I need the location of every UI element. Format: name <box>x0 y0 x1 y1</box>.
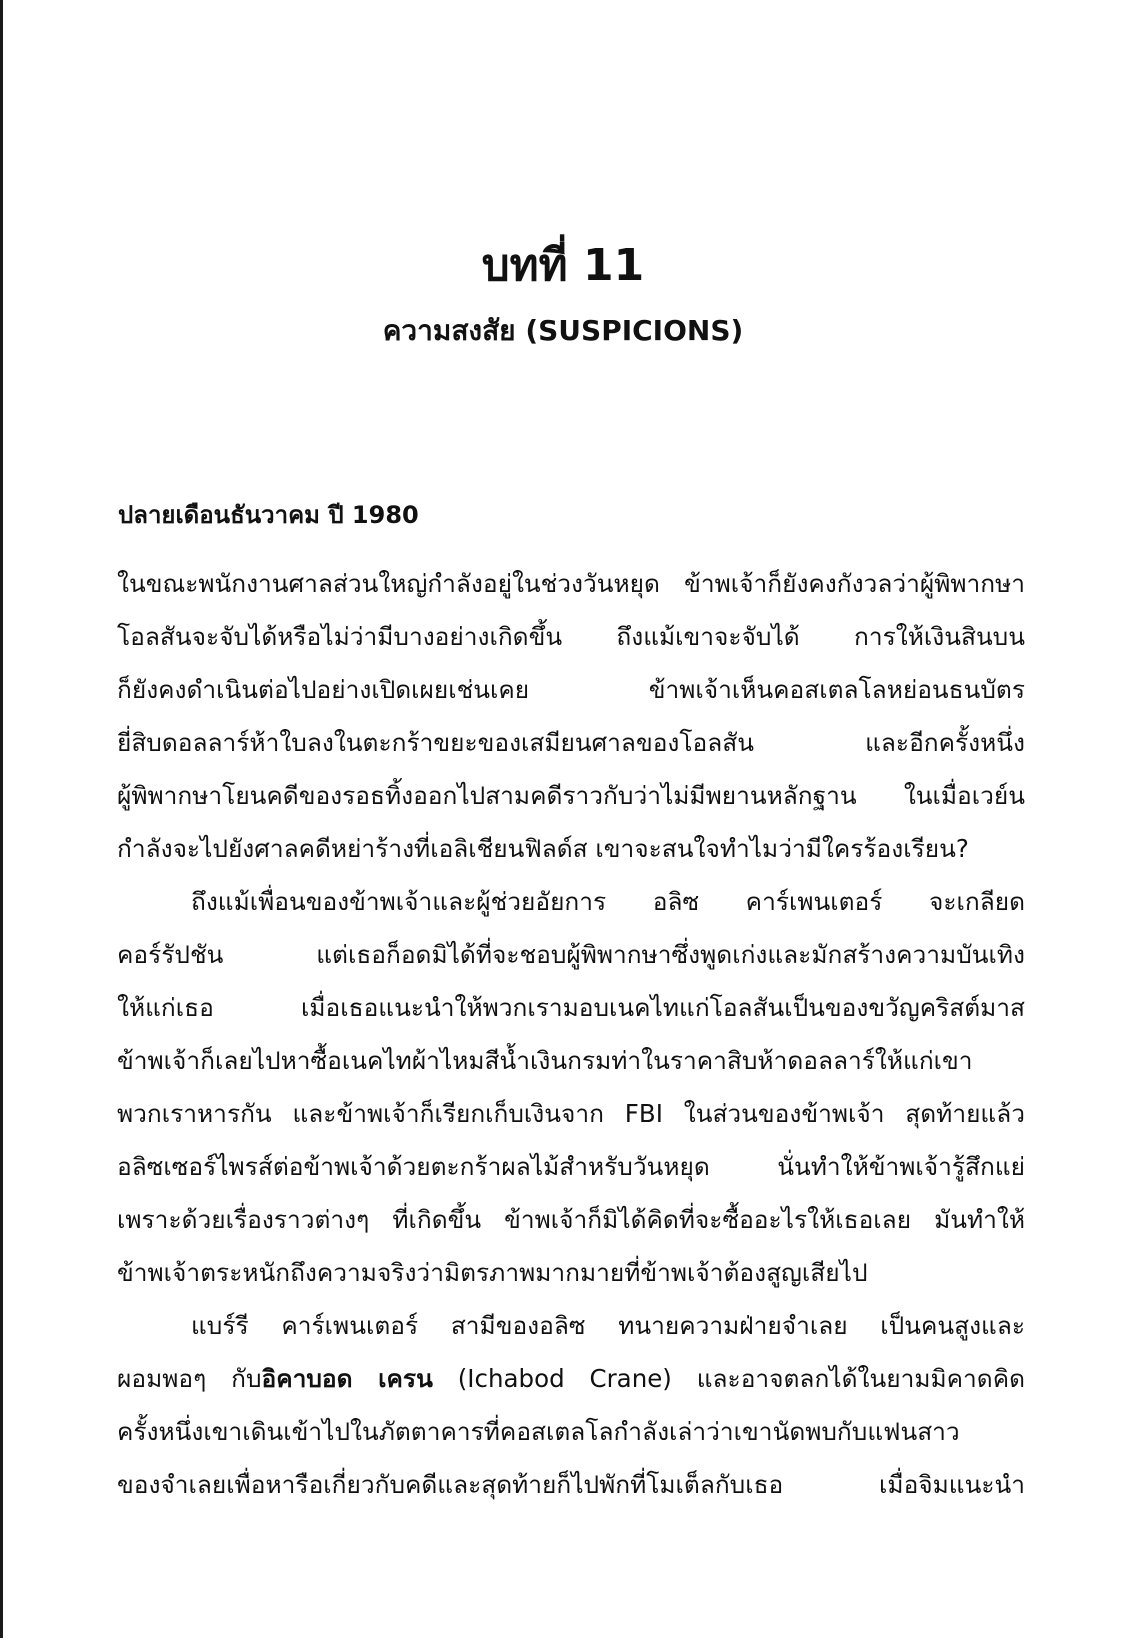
paragraph-1 <box>117 557 1025 875</box>
body-text <box>117 557 1025 1511</box>
section-heading: ปลายเดือนธันวาคม ปี 1980 <box>118 501 419 529</box>
text-line: แบร์รี คาร์เพนเตอร์ สามีของอลิซ ทนายความฝ่ายจำเลย เป็นคนสูงและ <box>191 1311 1025 1340</box>
text-run: ผอมพอๆ กับ <box>117 1364 262 1393</box>
text-line: พวกเราหารกัน และข้าพเจ้าก็เรียกเก็บเงินจาก FBI ในส่วนของข้าพเจ้า สุดท้ายแล้ว <box>117 1099 1025 1128</box>
bold-name: อิคาบอด เครน <box>261 1364 433 1393</box>
text-line: ครั้งหนึ่งเขาเดินเข้าไปในภัตตาคารที่คอสเตลโลกำลังเล่าว่าเขานัดพบกับแฟนสาว <box>117 1417 960 1446</box>
text-line: ข้าพเจ้าก็เลยไปหาซื้อเนคไทผ้าไหมสีน้ำเงินกรมท่าในราคาสิบห้าดอลลาร์ให้แก่เขา <box>117 1046 973 1075</box>
text-line: ในขณะพนักงานศาลส่วนใหญ่กำลังอยู่ในช่วงวันหยุด ข้าพเจ้าก็ยังคงกังวลว่าผู้พิพากษา <box>117 569 1025 598</box>
text-line: ของจำเลยเพื่อหารือเกี่ยวกับคดีและสุดท้ายก็ไปพักที่โมเต็ลกับเธอ เมื่อจิมแนะนำ <box>117 1470 1025 1499</box>
text-line: ยี่สิบดอลลาร์ห้าใบลงในตะกร้าขยะของเสมียนศาลของโอลสัน และอีกครั้งหนึ่ง <box>117 728 1025 757</box>
chapter-number: บทที่ 11 <box>481 240 645 291</box>
text-line: เพราะด้วยเรื่องราวต่างๆ ที่เกิดขึ้น ข้าพเจ้าก็มิได้คิดที่จะซื้ออะไรให้เธอเลย มันทำให้ <box>117 1205 1025 1234</box>
text-line: กำลังจะไปยังศาลคดีหย่าร้างที่เอลิเชียนฟิลด์ส เขาจะสนใจทำไมว่ามีใครร้องเรียน? <box>117 834 969 863</box>
text-line: คอร์รัปชัน แต่เธอก็อดมิได้ที่จะชอบผู้พิพากษาซึ่งพูดเก่งและมักสร้างความบันเทิง <box>117 940 1025 969</box>
text-line: ข้าพเจ้าตระหนักถึงความจริงว่ามิตรภาพมากมายที่ข้าพเจ้าต้องสูญเสียไป <box>117 1258 868 1287</box>
chapter-title: ความสงสัย (SUSPICIONS) <box>382 314 744 347</box>
text-line: ถึงแม้เพื่อนของข้าพเจ้าและผู้ช่วยอัยการ อลิซ คาร์เพนเตอร์ จะเกลียด <box>191 887 1025 916</box>
text-line: อลิซเซอร์ไพรส์ต่อข้าพเจ้าด้วยตะกร้าผลไม้สำหรับวันหยุด นั่นทำให้ข้าพเจ้ารู้สึกแย่ <box>117 1152 1025 1181</box>
text-run: (Ichabod Crane) และอาจตลกได้ในยามมิคาดคิด <box>432 1364 1025 1393</box>
text-line <box>117 1352 1025 1405</box>
text-line: โอลสันจะจับได้หรือไม่ว่ามีบางอย่างเกิดขึ้น ถึงแม้เขาจะจับได้ การให้เงินสินบน <box>117 622 1025 651</box>
text-line: ก็ยังคงดำเนินต่อไปอย่างเปิดเผยเช่นเคย ข้าพเจ้าเห็นคอสเตลโลหย่อนธนบัตร <box>117 675 1025 704</box>
text-line: ผู้พิพากษาโยนคดีของรอธทิ้งออกไปสามคดีราวกับว่าไม่มีพยานหลักฐาน ในเมื่อเวย์น <box>117 781 1025 810</box>
paragraph-2 <box>117 875 1025 1299</box>
paragraph-3 <box>117 1299 1025 1511</box>
text-line: ให้แก่เธอ เมื่อเธอแนะนำให้พวกเรามอบเนคไทแก่โอลสันเป็นของขวัญคริสต์มาส <box>117 993 1025 1022</box>
